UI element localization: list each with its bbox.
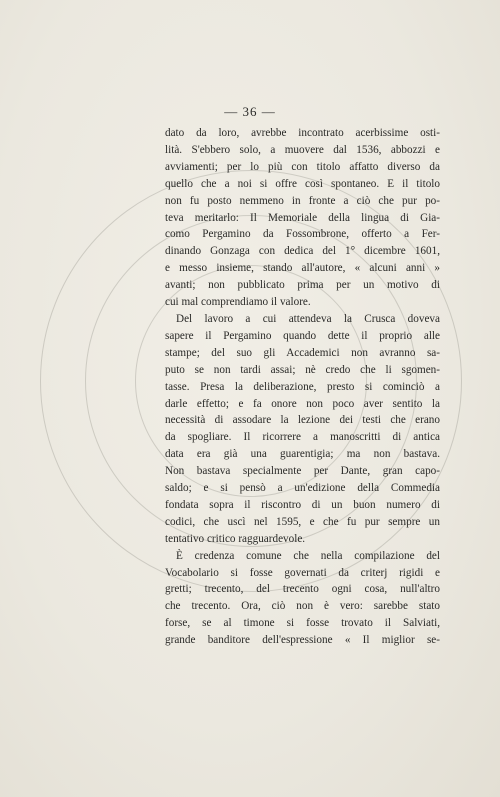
text-line: codici, che uscì nel 1595, e che fu pur sempre un (165, 515, 440, 528)
text-line: puto se non tardi assai; nè credo che li sgomen- (165, 363, 440, 376)
text-line: forse, se al timone si fosse trovato il Salviati, (165, 617, 440, 630)
text-line: como Pergamino da Fossombrone, offerto a Fer- (165, 228, 440, 241)
text-line: teva meritarlo: Il Memoriale della lingua di Gia- (165, 211, 440, 224)
text-line: avanti; non pubblicato prima per un motivo di (165, 279, 440, 292)
text-line: cui mal comprendiamo il valore. (165, 296, 311, 309)
text-line: tasse. Presa la deliberazione, presto si cominciò a (165, 380, 440, 393)
page-number: — 36 — (224, 104, 276, 119)
text-line: stampe; del suo gli Accademici non avranno sa- (165, 346, 440, 359)
text-line: quello che a noi si offre così spontaneo. E il titolo (165, 177, 440, 190)
text-line: saldo; e si pensò a un'edizione della Commedia (165, 482, 440, 495)
text-line: data era già una guarentigia; ma non bastava. (165, 448, 440, 461)
paragraph-1 (165, 125, 440, 311)
text-line: Vocabolario si fosse governati da criterj rigidi e (165, 566, 440, 579)
text-line: dinando Gonzaga con dedica del 1° dicembre 1601, (165, 245, 440, 258)
text-line: non fu posto nemmeno in fronte a ciò che pur po- (165, 194, 440, 207)
text-line: che trecento. Ora, ciò non è vero: sarebbe stato (165, 600, 440, 613)
text-line: tentativo critico ragguardevole. (165, 532, 306, 545)
text-line: sapere il Pergamino quando dette il proprio alle (165, 329, 440, 342)
text-line: e messo insieme, stando all'autore, « alcuni anni » (165, 262, 440, 275)
body-text (165, 125, 440, 649)
text-line: È credenza comune che nella compilazione del (176, 549, 440, 562)
text-line: fondata sopra il riscontro di un buon numero di (165, 498, 440, 511)
paragraph-3 (165, 548, 440, 649)
text-line: avviamenti; per lo più con titolo affatto diverso da (165, 160, 440, 173)
paragraph-2 (165, 311, 440, 548)
text-line: gretti; trecento, del trecento ogni cosa, null'altro (165, 583, 440, 596)
text-line: da spogliare. Il ricorrere a manoscritti di antica (165, 431, 440, 444)
text-line: Del lavoro a cui attendeva la Crusca doveva (176, 312, 440, 325)
text-line: lità. S'ebbero solo, a muovere dal 1536, abbozzi e (165, 143, 440, 156)
text-line: Non bastava specialmente per Dante, gran capo- (165, 465, 440, 478)
text-line: grande banditore dell'espressione « Il miglior se- (165, 634, 440, 647)
text-line: darle effetto; e fa onore non poco aver sentito la (165, 397, 440, 410)
text-line: dato da loro, avrebbe incontrato acerbissime osti- (165, 127, 440, 139)
text-line: necessità di assodare la lezione dei testi che erano (165, 414, 440, 427)
